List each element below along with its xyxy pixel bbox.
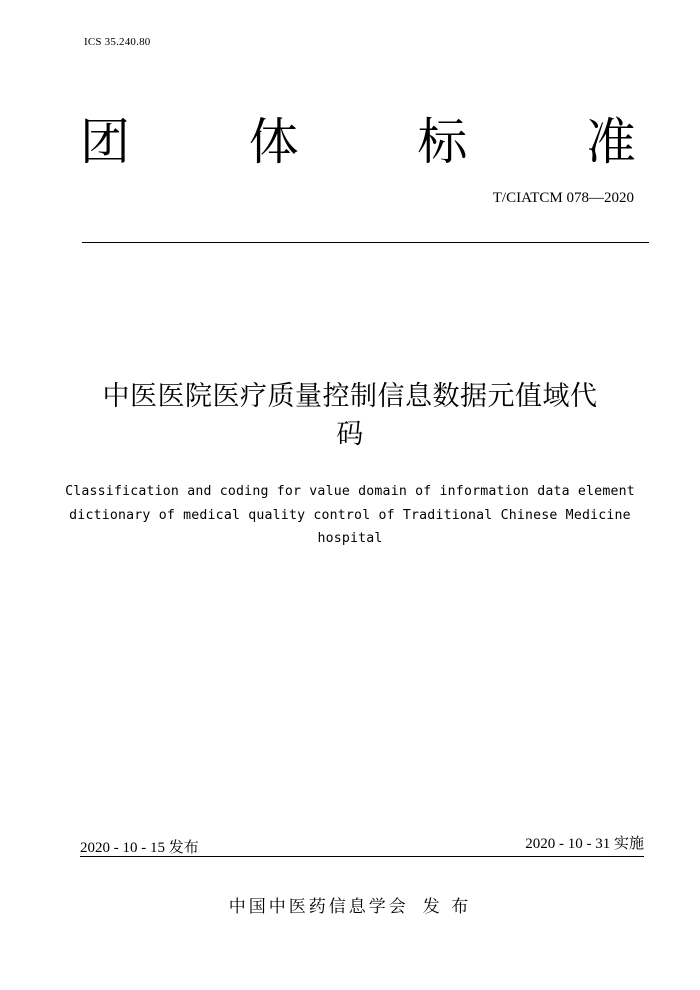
english-title bbox=[55, 480, 645, 551]
standard-type-char: 准 bbox=[585, 113, 636, 171]
header-divider bbox=[82, 242, 649, 243]
issue-date: 2020 - 10 - 15 发布 bbox=[80, 840, 199, 856]
publisher-action: 发 布 bbox=[422, 897, 472, 917]
standard-type-char: 标 bbox=[417, 113, 468, 171]
standard-type-heading bbox=[80, 112, 636, 172]
english-title-line: dictionary of medical quality control of Traditional Chinese Medicine bbox=[69, 507, 631, 523]
publisher-line bbox=[0, 892, 700, 917]
english-title-line: hospital bbox=[317, 531, 383, 546]
ics-code: ICS 35.240.80 bbox=[84, 36, 151, 48]
standard-type-char: 体 bbox=[248, 113, 299, 171]
publisher-org: 中国中医药信息学会 bbox=[228, 897, 409, 917]
english-title-line: Classification and coding for value domain of information data element bbox=[65, 484, 635, 499]
implementation-date: 2020 - 10 - 31 实施 bbox=[525, 836, 644, 852]
standard-type-char: 团 bbox=[80, 113, 130, 171]
chinese-title-line: 码 bbox=[336, 419, 364, 450]
chinese-title bbox=[60, 378, 640, 454]
standard-number: T/CIATCM 078—2020 bbox=[492, 190, 634, 206]
chinese-title-line: 中医医院医疗质量控制信息数据元值域代 bbox=[102, 381, 598, 412]
footer-divider bbox=[80, 856, 644, 857]
